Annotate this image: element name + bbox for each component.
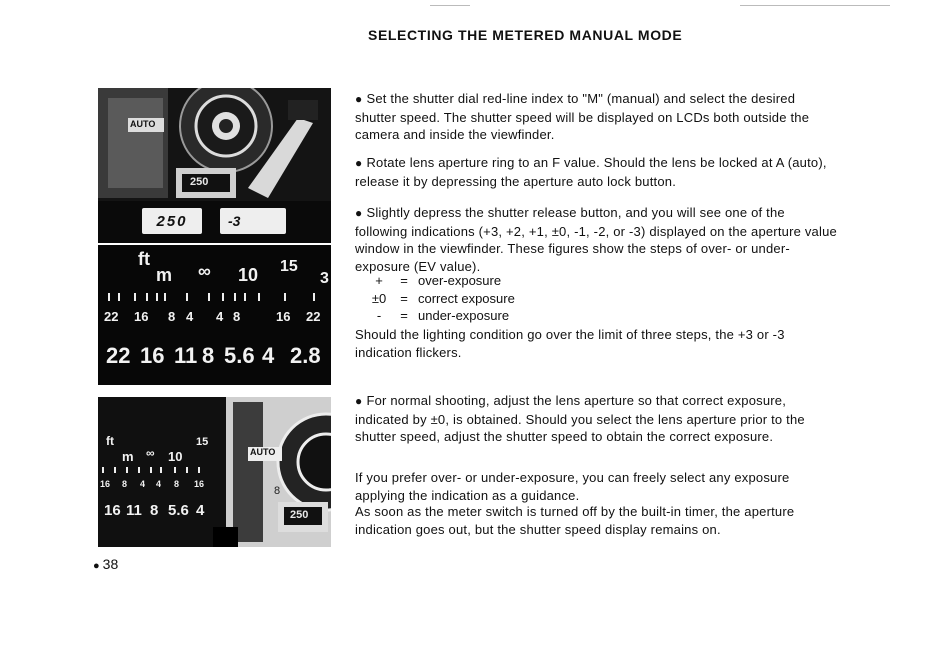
scale-number: 16 bbox=[194, 479, 205, 489]
scale-tick bbox=[208, 293, 210, 301]
lcd-exposure-indicator bbox=[220, 208, 286, 234]
distance-label: 3 bbox=[320, 270, 329, 287]
scale-number: 8 bbox=[168, 309, 176, 324]
scale-tick bbox=[234, 293, 236, 301]
legend-equals: = bbox=[400, 308, 408, 323]
paragraph-aperture-ring bbox=[355, 154, 837, 190]
legend-row bbox=[368, 290, 515, 308]
scale-number: 22 bbox=[104, 309, 119, 324]
lcd-strip bbox=[98, 201, 331, 243]
top-rule-right bbox=[740, 5, 890, 6]
scale-tick bbox=[102, 467, 104, 473]
aperture-value: 5.6 bbox=[168, 502, 189, 519]
distance-label: m bbox=[122, 449, 134, 464]
lcd-shutter-value: 250 bbox=[156, 212, 188, 230]
scale-tick bbox=[244, 293, 246, 301]
scale-number: 4 bbox=[156, 479, 162, 489]
top-rule-left bbox=[430, 5, 470, 6]
auto-badge-2: AUTO bbox=[250, 447, 276, 457]
aperture-value: 11 bbox=[174, 343, 198, 368]
legend-description: under-exposure bbox=[418, 308, 510, 323]
distance-label: 15 bbox=[280, 258, 298, 275]
aperture-value: 22 bbox=[106, 343, 131, 368]
viewfinder-and-lens-photo bbox=[98, 397, 331, 547]
paragraph-2-text: Rotate lens aperture ring to an F value. Should the lens be locked at A (auto), release it by depressing the aperture auto lock button. bbox=[355, 155, 827, 189]
legend-row bbox=[368, 307, 515, 325]
aperture-value: 16 bbox=[104, 502, 121, 519]
scale-number: 8 bbox=[122, 479, 128, 489]
scale-tick bbox=[313, 293, 315, 301]
aperture-value: 2.8 bbox=[290, 343, 321, 368]
aperture-value: 4 bbox=[196, 502, 205, 519]
scale-number: 4 bbox=[216, 309, 224, 324]
scale-tick bbox=[186, 293, 188, 301]
scale-tick bbox=[174, 467, 176, 473]
aperture-value: 11 bbox=[126, 502, 142, 519]
paragraph-1-text: Set the shutter dial red-line index to "M" (manual) and select the desired shutter speed. The shutter speed will be displayed on LCDs both outside the camera and inside the viewfinder. bbox=[355, 91, 810, 142]
paragraph-prefer-exposure: If you prefer over- or under-exposure, you can freely select any exposure applying the indication as a guidance. bbox=[355, 470, 790, 503]
distance-label: ft bbox=[106, 434, 114, 448]
scale-tick bbox=[164, 293, 166, 301]
camera-top-photo bbox=[98, 88, 331, 243]
shutter-dial-display-2: 250 bbox=[290, 509, 309, 521]
scale-number: 8 bbox=[174, 479, 180, 489]
scale-number: 4 bbox=[140, 479, 146, 489]
page-number-bullet: ● bbox=[93, 560, 100, 572]
legend-equals: = bbox=[400, 290, 408, 306]
distance-label: ∞ bbox=[198, 261, 211, 281]
page-number bbox=[93, 556, 118, 572]
distance-label: 10 bbox=[238, 265, 259, 285]
scale-number: 22 bbox=[306, 309, 321, 324]
scale-number: 16 bbox=[134, 309, 149, 324]
page-title: SELECTING THE METERED MANUAL MODE bbox=[368, 27, 683, 43]
bullet-3: ● bbox=[355, 206, 363, 220]
scale-tick bbox=[138, 467, 140, 473]
scale-tick bbox=[108, 293, 110, 301]
shutter-dial-display: 250 bbox=[190, 176, 209, 188]
distance-label: ∞ bbox=[146, 446, 155, 460]
scale-number: 16 bbox=[100, 479, 111, 489]
scale-tick bbox=[114, 467, 116, 473]
aperture-value: 5.6 bbox=[224, 343, 255, 368]
scale-tick bbox=[134, 293, 136, 301]
viewfinder-display-1 bbox=[98, 245, 331, 385]
scale-number: 4 bbox=[186, 309, 194, 324]
paragraph-shutter-release bbox=[355, 204, 837, 275]
legend-symbol: + bbox=[375, 273, 383, 288]
legend-symbol: - bbox=[376, 308, 382, 323]
scale-tick bbox=[146, 293, 148, 301]
scale-tick bbox=[258, 293, 260, 301]
page-number-value: 38 bbox=[102, 556, 119, 572]
scale-tick bbox=[198, 467, 200, 473]
aperture-value: 16 bbox=[140, 343, 165, 368]
aperture-value: 8 bbox=[202, 343, 215, 368]
legend-description: over-exposure bbox=[418, 273, 502, 288]
paragraph-limit-note: Should the lighting condition go over the limit of three steps, the +3 or -3 indication flickers. bbox=[355, 327, 785, 360]
distance-label: ft bbox=[138, 249, 150, 269]
viewfinder-scale-2 bbox=[98, 397, 331, 547]
scale-tick bbox=[156, 293, 158, 301]
paragraph-shutter-dial bbox=[355, 90, 837, 144]
dial-mark-2: 8 bbox=[274, 485, 281, 497]
scale-number: 16 bbox=[276, 309, 291, 324]
scale-tick bbox=[160, 467, 162, 473]
bullet-2: ● bbox=[355, 156, 363, 170]
paragraph-normal-shooting bbox=[355, 392, 805, 446]
exposure-legend bbox=[368, 272, 515, 325]
bullet-4: ● bbox=[355, 394, 363, 408]
scale-tick bbox=[150, 467, 152, 473]
aperture-value: 4 bbox=[262, 343, 275, 368]
distance-label: m bbox=[156, 265, 173, 285]
paragraph-4-text: For normal shooting, adjust the lens aperture so that correct exposure, indicated by ±0, is obtained. Should you select the lens aperture prior to the shutter speed, adjust the shutter speed to obtain the correct exposure. bbox=[355, 393, 805, 444]
bullet-1: ● bbox=[355, 92, 363, 106]
legend-equals: = bbox=[400, 273, 408, 288]
paragraph-3-text: Slightly depress the shutter release button, and you will see one of the following indications (+3, +2, +1, ±0, -1, -2, or -3) displayed on the aperture value window in the viewfinder. These figures show the steps of over- or under-exposure (EV value). bbox=[355, 205, 837, 274]
lcd-exposure-value: -3 bbox=[228, 213, 241, 229]
distance-label: 10 bbox=[168, 449, 183, 464]
legend-row bbox=[368, 272, 515, 290]
scale-tick bbox=[186, 467, 188, 473]
scale-tick bbox=[284, 293, 286, 301]
scale-number: 8 bbox=[233, 309, 241, 324]
legend-description: correct exposure bbox=[418, 290, 515, 306]
scale-tick bbox=[222, 293, 224, 301]
lcd-shutter-speed bbox=[142, 208, 202, 234]
scale-tick bbox=[126, 467, 128, 473]
distance-label: 15 bbox=[196, 436, 209, 448]
auto-badge: AUTO bbox=[130, 119, 156, 129]
viewfinder-scale-1 bbox=[98, 245, 331, 385]
paragraph-timer: As soon as the meter switch is turned off by the built-in timer, the aperture indication goes out, but the shutter speed display remains on. bbox=[355, 504, 795, 537]
aperture-value: 8 bbox=[150, 502, 159, 519]
legend-symbol: ±0 bbox=[371, 290, 387, 306]
scale-tick bbox=[118, 293, 120, 301]
